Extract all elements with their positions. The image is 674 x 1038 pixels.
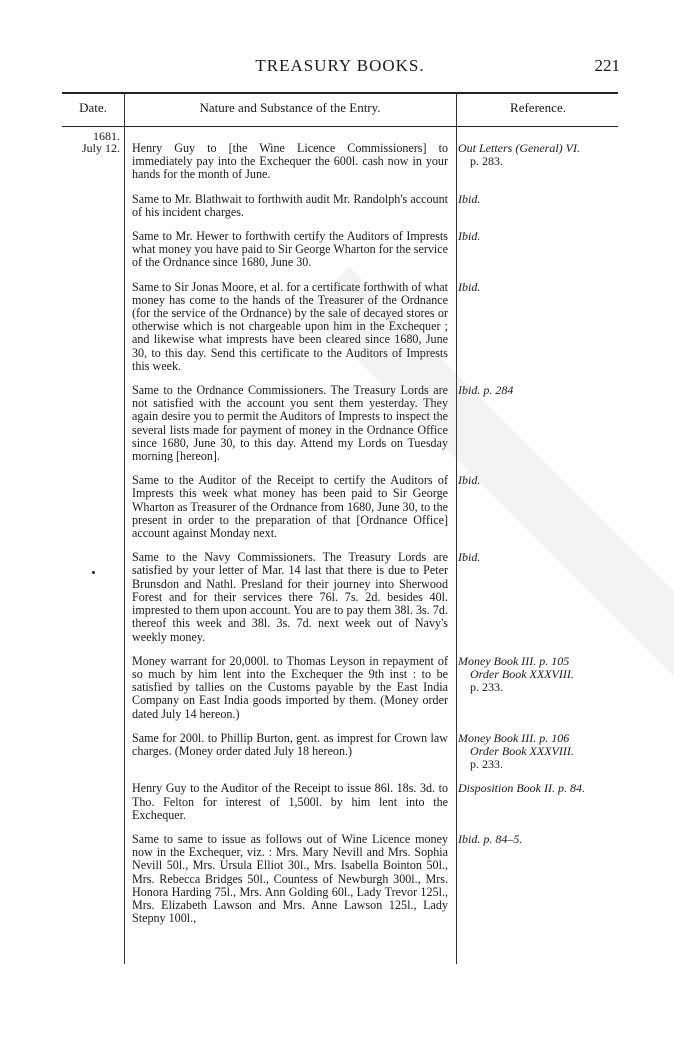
reference-line: Ibid. p. 284	[458, 383, 514, 398]
reference-line: Ibid.	[458, 229, 481, 244]
entry-reference	[458, 230, 618, 270]
reference-line: Order Book XXXVIII.	[470, 743, 574, 758]
running-head	[60, 56, 620, 80]
entry	[132, 281, 618, 373]
entries-list	[132, 142, 618, 936]
column-divider	[456, 92, 457, 126]
entry-text: Same to Sir Jonas Moore, et al. for a certificate forthwith of what money has come to the hands of the Treasurer of the Ordnance (for the service of the Ordnance) by the sale of decayed stores or otherwise which is not chargeable upon him in the Exchequer ; and likewise what imprests have been cleared since 1680, June 30, to this day. Send this certificate to the Auditors of Imprests this week.	[132, 279, 448, 373]
column-header-date: Date.	[79, 100, 107, 115]
date-day: July 12.	[81, 141, 120, 155]
column-header-reference: Reference.	[510, 100, 566, 115]
column-divider	[124, 92, 125, 126]
entry-reference	[458, 551, 618, 643]
reference-line: Disposition Book II. p. 84.	[458, 781, 585, 796]
entry-reference	[458, 732, 618, 772]
entry-text: Money warrant for 20,000l. to Thomas Leyson in repayment of so much by him lent into the Exchequer the 9th inst : to be satisfied by tallies on the Customs payable by the East India Company on East India goods imported by them. (Money order dated July 14 hereon.)	[132, 653, 448, 721]
entry	[132, 230, 618, 270]
column-header-nature: Nature and Substance of the Entry.	[199, 100, 381, 115]
entry-reference	[458, 655, 618, 721]
entry-text: Same to Mr. Blathwait to forthwith audit Mr. Randolph's account of his incident charges.	[132, 191, 448, 219]
entry	[132, 833, 618, 925]
reference-line: p. 233.	[470, 757, 503, 772]
column-divider	[124, 126, 125, 964]
entry-reference	[458, 833, 618, 925]
reference-line: Out Letters (General) VI.	[458, 141, 580, 155]
header-rule	[62, 126, 618, 127]
entry-text: Same for 200l. to Phillip Burton, gent. as imprest for Crown law charges. (Money order dated July 18 hereon.)	[132, 730, 448, 758]
reference-line: Ibid. p. 84–5.	[458, 831, 523, 846]
entry	[132, 655, 618, 721]
entry-text: Same to Mr. Hewer to forthwith certify the Auditors of Imprests what money you have paid to Sir George Wharton for the service of the Ordnance since 1680, June 30.	[132, 229, 448, 270]
reference-line: p. 233.	[470, 680, 503, 695]
entry-reference	[458, 281, 618, 373]
entry	[132, 551, 618, 643]
reference-line: Money Book III. p. 106	[458, 730, 570, 745]
margin-dot	[92, 571, 95, 574]
entry	[132, 193, 618, 219]
running-title: TREASURY BOOKS.	[255, 56, 425, 75]
reference-line: Ibid.	[458, 473, 481, 488]
entry-reference	[458, 384, 618, 463]
entry-text: Same to the Ordnance Commissioners. The Treasury Lords are not satisfied with the account you sent them yesterday. They again desire you to permit the Auditors of Imprests to inspect the several lists made for payment of money in the Ordnance Office since 1680, June 30, to this day. Attend my Lords on Tuesday morning [hereon].	[132, 383, 448, 464]
reference-line: Money Book III. p. 105	[458, 653, 570, 668]
entry-reference	[458, 193, 618, 219]
date-column	[62, 130, 120, 154]
entry-reference	[458, 142, 618, 182]
entry-text: Same to the Navy Commissioners. The Treasury Lords are satisfied by your letter of Mar. 14 last that there is due to Peter Brunsdon and Nathl. Presland for their journey into Sherwood Forest and for their services there 76l. 7s. 2d. besides 40l. imprested to them upon account. You are to pay them 38l. 3s. 7d. thereof this week and 38l. 3s. 7d. next week out of Navy's weekly money.	[132, 550, 448, 644]
entry	[132, 732, 618, 772]
reference-line: Ibid.	[458, 279, 481, 294]
entry-text: Same to same to issue as follows out of Wine Licence money now in the Exchequer, viz. : Mrs. Mary Nevill and Mrs. Sophia Nevill 50l., Mrs. Ursula Elliot 30l., Mrs. Isabella Bointon 50l., Mrs. Rebecca Bridges 50l., Countess of Newburgh 300l., Mrs. Honora Harding 75l., Mrs. Ann Golding 60l., Lady Trevor 125l., Mrs. Elizabeth Lawson and Mrs. Anne Lawson 125l., Lady Stepny 100l.,	[132, 831, 448, 926]
reference-line: p. 283.	[470, 154, 503, 169]
reference-line: Ibid.	[458, 191, 481, 206]
entry	[132, 474, 618, 540]
entry-text: Same to the Auditor of the Receipt to certify the Auditors of Imprests this week what money has been paid to Sir George Wharton as Treasurer of the Ordnance from 1680, June 30, to the present in order to the preparation of that [Ordnance Office] account against Monday next.	[132, 473, 448, 541]
entry-reference	[458, 474, 618, 540]
entry-text: Henry Guy to [the Wine Licence Commissioners] to immediately pay into the Exchequer the 600l. cash now in your hands for the month of June.	[132, 141, 448, 182]
page-number: 221	[594, 56, 620, 75]
reference-line: Ibid.	[458, 550, 481, 565]
entry-reference	[458, 782, 618, 822]
date-year: 1681.	[93, 129, 120, 143]
entry	[132, 142, 618, 182]
reference-line: Order Book XXXVIII.	[470, 666, 574, 681]
entry	[132, 384, 618, 463]
entry-text: Henry Guy to the Auditor of the Receipt to issue 86l. 18s. 3d. to Tho. Felton for interest of 1,500l. by him lent into the Exchequer.	[132, 781, 448, 822]
entry	[132, 782, 618, 822]
top-rule	[62, 92, 618, 94]
